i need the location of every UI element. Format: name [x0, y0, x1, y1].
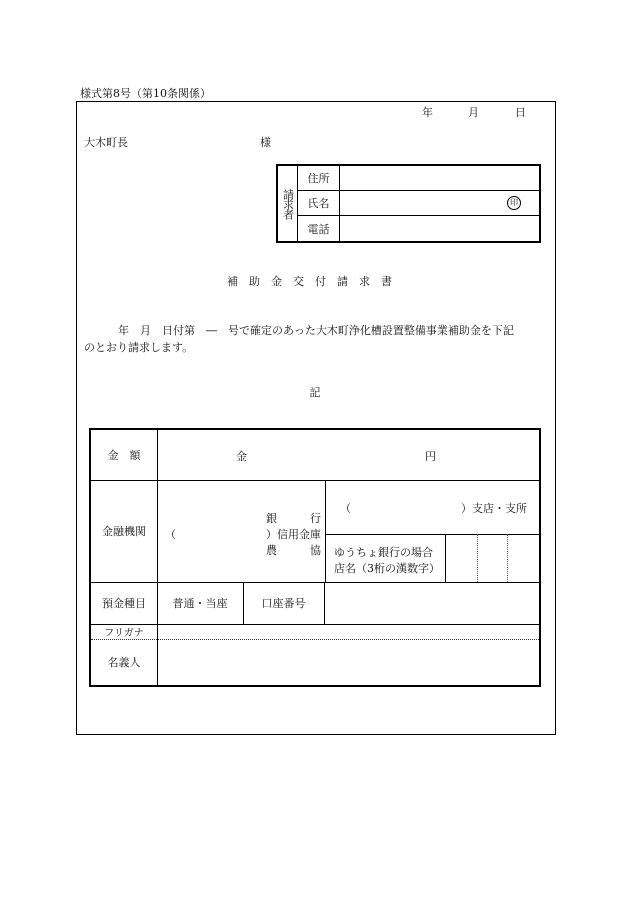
form-number: 様式第8号（第10条関係） [80, 87, 211, 100]
requester-address-row [298, 166, 539, 191]
bank-type-nokyo: 農 協 [266, 544, 321, 557]
deposit-type-label: 預金種目 [102, 597, 146, 610]
requester-box [276, 164, 541, 243]
requester-name-row [298, 191, 539, 216]
amount-prefix: 金 [236, 450, 247, 463]
branch-suffix: ）支店・支所 [461, 502, 527, 515]
body-text-line-2: のとおり請求します。 [84, 341, 194, 354]
document-title: 補助金交付請求書 [227, 275, 403, 288]
branch-open-paren: （ [340, 502, 351, 515]
body-text-line-1: 年 月 日付第 ― 号で確定のあった大木町浄化槽設置整備事業補助金を下記 [118, 324, 514, 337]
date-day: 日 [515, 106, 526, 119]
date-year: 年 [422, 106, 433, 119]
furigana-label: フリガナ [104, 628, 144, 639]
amount-suffix: 円 [425, 450, 436, 463]
payment-table [89, 428, 541, 687]
phone-label: 電話 [298, 216, 340, 241]
bank-type-bank: 銀 行 [266, 512, 321, 525]
bank-open-paren: （ [165, 528, 176, 541]
bank-type-shinkin: ）信用金庫 [266, 528, 321, 541]
addressee: 大木町長 [84, 136, 128, 149]
name-label: 氏名 [298, 191, 340, 215]
bank-label: 金融機関 [102, 525, 146, 538]
yucho-note-line-1: ゆうちょ銀行の場合 [334, 546, 433, 559]
ki-heading: 記 [309, 386, 321, 399]
holder-label: 名義人 [107, 656, 141, 669]
account-number-label: 口座番号 [261, 597, 306, 610]
deposit-type-value: 普通・当座 [172, 597, 228, 610]
seal-icon: 印 [507, 196, 521, 210]
honorific: 様 [260, 136, 271, 149]
requester-label: 請求者 [278, 166, 298, 241]
date-month: 月 [468, 106, 479, 119]
address-label: 住所 [298, 166, 340, 190]
requester-phone-row [298, 216, 539, 241]
yucho-note-line-2: 店名（3桁の漢数字） [334, 562, 440, 575]
amount-label: 金 額 [107, 449, 141, 462]
